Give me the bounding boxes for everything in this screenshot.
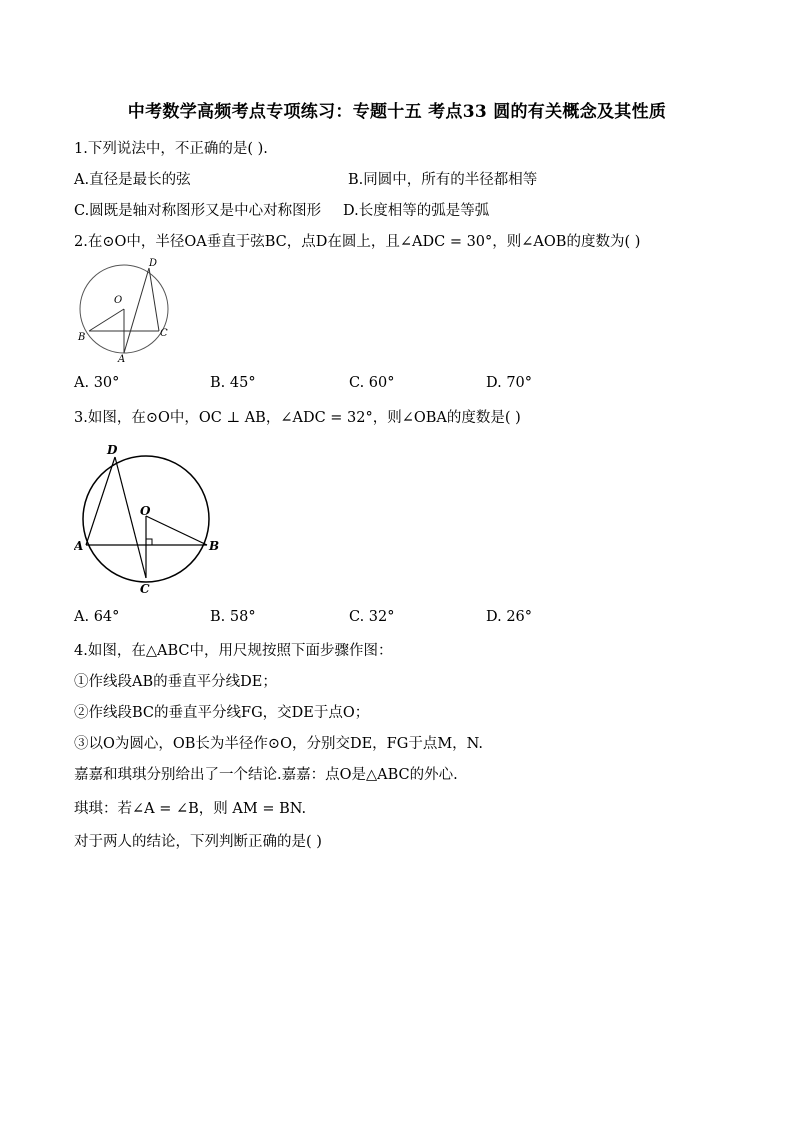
q3-label-a: A	[74, 539, 84, 553]
q2-segment-ob	[89, 309, 124, 331]
q4-step-3: ③以O为圆心，OB长为半径作⊙O，分别交DE，FG于点M，N.	[74, 736, 484, 752]
q3-circle-figure	[74, 440, 234, 600]
q4-qiqi-conclusion: 琪琪：若∠A = ∠B，则 AM = BN.	[74, 801, 307, 817]
q3-label-o: O	[140, 504, 151, 518]
q3-right-angle-mark	[146, 539, 152, 545]
q4-step-2: ②作线段BC的垂直平分线FG，交DE于点O；	[74, 705, 370, 721]
q2-option-d: D. 70°	[486, 375, 533, 391]
q3-label-c: C	[140, 582, 150, 596]
q2-label-b: B	[78, 332, 86, 343]
q3-option-b: B. 58°	[210, 609, 256, 625]
q1-option-d: D.长度相等的弧是等弧	[343, 203, 490, 219]
q1-option-c: C.圆既是轴对称图形又是中心对称图形	[74, 203, 322, 219]
q2-label-a: A	[118, 354, 126, 365]
q2-circle-figure	[74, 256, 184, 366]
page-title: 中考数学高频考点专项练习：专题十五 考点33 圆的有关概念及其性质	[127, 102, 667, 122]
q3-segment-ob	[146, 516, 207, 545]
q4-stem: 4.如图，在△ABC中，用尺规按照下面步骤作图：	[74, 643, 393, 659]
q1-option-b: B.同圆中，所有的半径都相等	[348, 172, 538, 188]
q2-label-o: O	[114, 295, 123, 306]
q4-question: 对于两人的结论，下列判断正确的是( )	[74, 834, 322, 850]
q3-stem: 3.如图，在⊙O中，OC ⊥ AB，∠ADC = 32°，则∠OBA的度数是( )	[74, 410, 521, 426]
q3-option-d: D. 26°	[486, 609, 533, 625]
q2-stem: 2.在⊙O中，半径OA垂直于弦BC，点D在圆上，且∠ADC = 30°，则∠AOB的度数为( )	[74, 234, 641, 250]
q1-stem: 1.下列说法中，不正确的是( ).	[74, 141, 268, 157]
q2-option-a: A. 30°	[74, 375, 120, 391]
q2-label-c: C	[160, 328, 168, 339]
q3-label-b: B	[209, 539, 220, 553]
q1-option-a: A.直径是最长的弦	[74, 172, 191, 188]
q3-option-a: A. 64°	[74, 609, 120, 625]
q4-step-1: ①作线段AB的垂直平分线DE；	[74, 674, 277, 690]
q2-label-d: D	[149, 258, 158, 269]
q4-jiajia-conclusion: 嘉嘉和琪琪分别给出了一个结论.嘉嘉：点O是△ABC的外心.	[74, 767, 458, 783]
q2-segment-da	[124, 268, 149, 353]
q3-label-d: D	[107, 443, 118, 457]
q2-option-c: C. 60°	[349, 375, 395, 391]
q3-option-c: C. 32°	[349, 609, 395, 625]
q2-option-b: B. 45°	[210, 375, 256, 391]
q3-segment-da	[86, 457, 115, 545]
